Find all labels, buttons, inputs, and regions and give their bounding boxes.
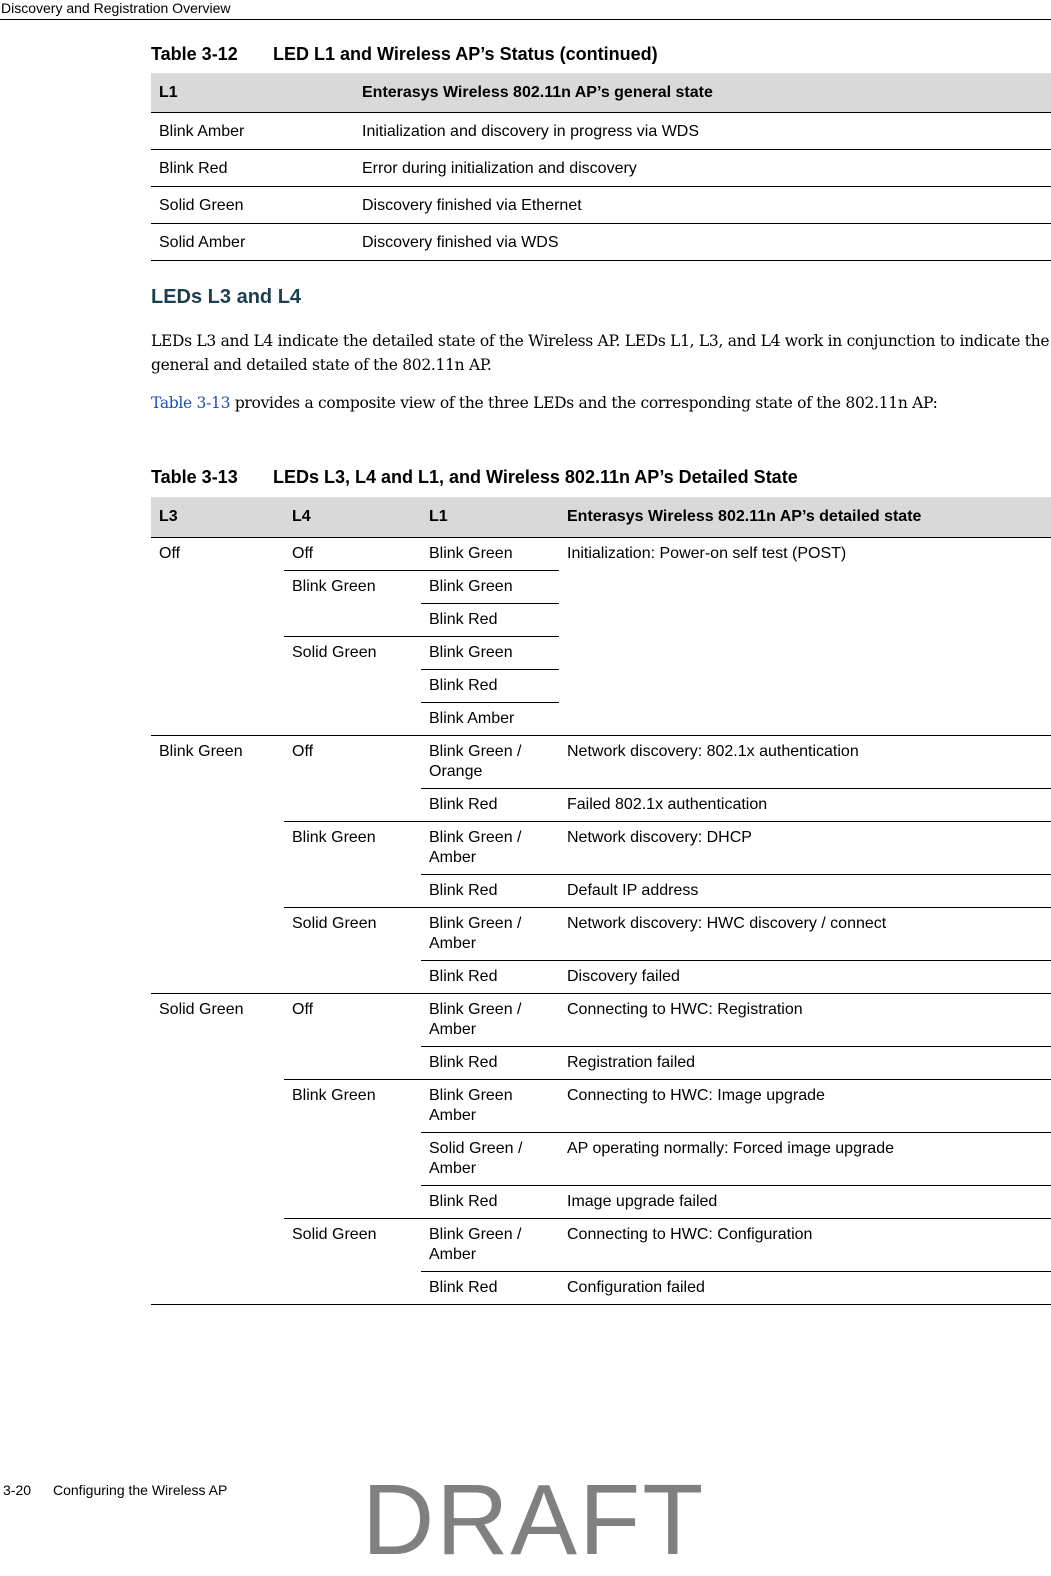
state-cell: Connecting to HWC: Configuration: [559, 1219, 1051, 1272]
l4-cell: Solid Green: [284, 908, 421, 994]
state-cell: Network discovery: HWC discovery / connect: [559, 908, 1051, 961]
l1-cell: Blink Green Amber: [421, 1080, 559, 1133]
state-cell: Connecting to HWC: Image upgrade: [559, 1080, 1051, 1133]
l1-cell: Blink Red: [421, 604, 559, 637]
state-cell: Discovery failed: [559, 961, 1051, 994]
column-header: L1: [421, 497, 559, 538]
column-header: L4: [284, 497, 421, 538]
table-3-12-caption: [151, 44, 658, 65]
section-paragraph-1: LEDs L3 and L4 indicate the detailed state of the Wireless AP. LEDs L1, L3, and L4 work in conjunction to indicate the general and detailed state of the 802.11n AP.: [151, 332, 1050, 374]
table-cell: Initialization and discovery in progress via WDS: [354, 113, 1051, 150]
table-row: [151, 736, 1051, 789]
table-row: [151, 822, 1051, 875]
l1-cell: Blink Amber: [421, 703, 559, 736]
table-row: [151, 1080, 1051, 1133]
table-3-12-number: Table 3-12: [151, 44, 238, 64]
state-cell: AP operating normally: Forced image upgrade: [559, 1133, 1051, 1186]
table-cell: Error during initialization and discovery: [354, 150, 1051, 187]
l4-cell: Off: [284, 736, 421, 822]
l1-cell: Blink Green / Amber: [421, 822, 559, 875]
l1-cell: Blink Red: [421, 1272, 559, 1305]
table-cell: Discovery finished via WDS: [354, 224, 1051, 261]
l1-cell: Blink Red: [421, 961, 559, 994]
column-header: Enterasys Wireless 802.11n AP’s detailed state: [559, 497, 1051, 538]
l1-cell: Blink Green / Amber: [421, 1219, 559, 1272]
l1-cell: Blink Red: [421, 1047, 559, 1080]
l4-cell: Blink Green: [284, 571, 421, 637]
l1-cell: Blink Green: [421, 637, 559, 670]
l4-cell: Solid Green: [284, 637, 421, 736]
state-cell: Connecting to HWC: Registration: [559, 994, 1051, 1047]
l1-cell: Blink Red: [421, 789, 559, 822]
state-cell: Network discovery: DHCP: [559, 822, 1051, 875]
state-cell: Registration failed: [559, 1047, 1051, 1080]
l3-cell: Blink Green: [151, 736, 284, 994]
running-header: [0, 0, 1051, 20]
l1-cell: Blink Green / Orange: [421, 736, 559, 789]
table-cell: Blink Amber: [151, 113, 354, 150]
table-row: [151, 1219, 1051, 1272]
table-row: [151, 994, 1051, 1047]
l3-cell: Off: [151, 538, 284, 736]
table-row: [151, 224, 1051, 261]
page-footer: [0, 1482, 227, 1498]
l4-cell: Blink Green: [284, 822, 421, 908]
table-3-13: [151, 497, 1051, 1305]
state-cell: Failed 802.1x authentication: [559, 789, 1051, 822]
l1-cell: Blink Green: [421, 571, 559, 604]
footer-chapter: Configuring the Wireless AP: [53, 1482, 228, 1498]
section-paragraph-2: [151, 391, 1051, 415]
l1-cell: Blink Green / Amber: [421, 908, 559, 961]
l1-cell: Blink Red: [421, 1186, 559, 1219]
table-cell: Blink Red: [151, 150, 354, 187]
table-row: [151, 538, 1051, 571]
table-cell: Solid Amber: [151, 224, 354, 261]
table-3-13-link[interactable]: Table 3-13: [151, 394, 231, 412]
l1-cell: Blink Green: [421, 538, 559, 571]
table-3-12: [151, 73, 1051, 261]
table-3-12-title: LED L1 and Wireless AP’s Status (continued): [273, 44, 658, 64]
table-3-13-number: Table 3-13: [151, 467, 238, 487]
table-header-row: [151, 73, 1051, 113]
state-cell: Image upgrade failed: [559, 1186, 1051, 1219]
draft-watermark: DRAFT: [362, 1464, 706, 1576]
table-cell: Solid Green: [151, 187, 354, 224]
l1-cell: Blink Green / Amber: [421, 994, 559, 1047]
column-header: L3: [151, 497, 284, 538]
running-header-title: Discovery and Registration Overview: [1, 0, 231, 16]
l4-cell: Solid Green: [284, 1219, 421, 1305]
table-row: [151, 908, 1051, 961]
section-paragraph-2-text: provides a composite view of the three LEDs and the corresponding state of the 802.11n AP:: [230, 394, 938, 412]
l1-cell: Solid Green / Amber: [421, 1133, 559, 1186]
table-row: [151, 113, 1051, 150]
l3-cell: Solid Green: [151, 994, 284, 1305]
state-cell: Configuration failed: [559, 1272, 1051, 1305]
l4-cell: Blink Green: [284, 1080, 421, 1219]
section-heading: LEDs L3 and L4: [151, 286, 302, 308]
l1-cell: Blink Red: [421, 875, 559, 908]
state-cell: Network discovery: 802.1x authentication: [559, 736, 1051, 789]
table-row: [151, 187, 1051, 224]
l4-cell: Off: [284, 538, 421, 571]
column-header: L1: [151, 73, 354, 113]
table-3-13-title: LEDs L3, L4 and L1, and Wireless 802.11n AP’s Detailed State: [273, 467, 798, 487]
l1-cell: Blink Red: [421, 670, 559, 703]
l4-cell: Off: [284, 994, 421, 1080]
state-cell: Initialization: Power-on self test (POST): [559, 538, 1051, 736]
table-3-13-caption: [151, 467, 798, 488]
table-header-row: [151, 497, 1051, 538]
table-row: [151, 150, 1051, 187]
state-cell: Default IP address: [559, 875, 1051, 908]
table-cell: Discovery finished via Ethernet: [354, 187, 1051, 224]
column-header: Enterasys Wireless 802.11n AP’s general state: [354, 73, 1051, 113]
page-number: 3-20: [3, 1482, 32, 1498]
